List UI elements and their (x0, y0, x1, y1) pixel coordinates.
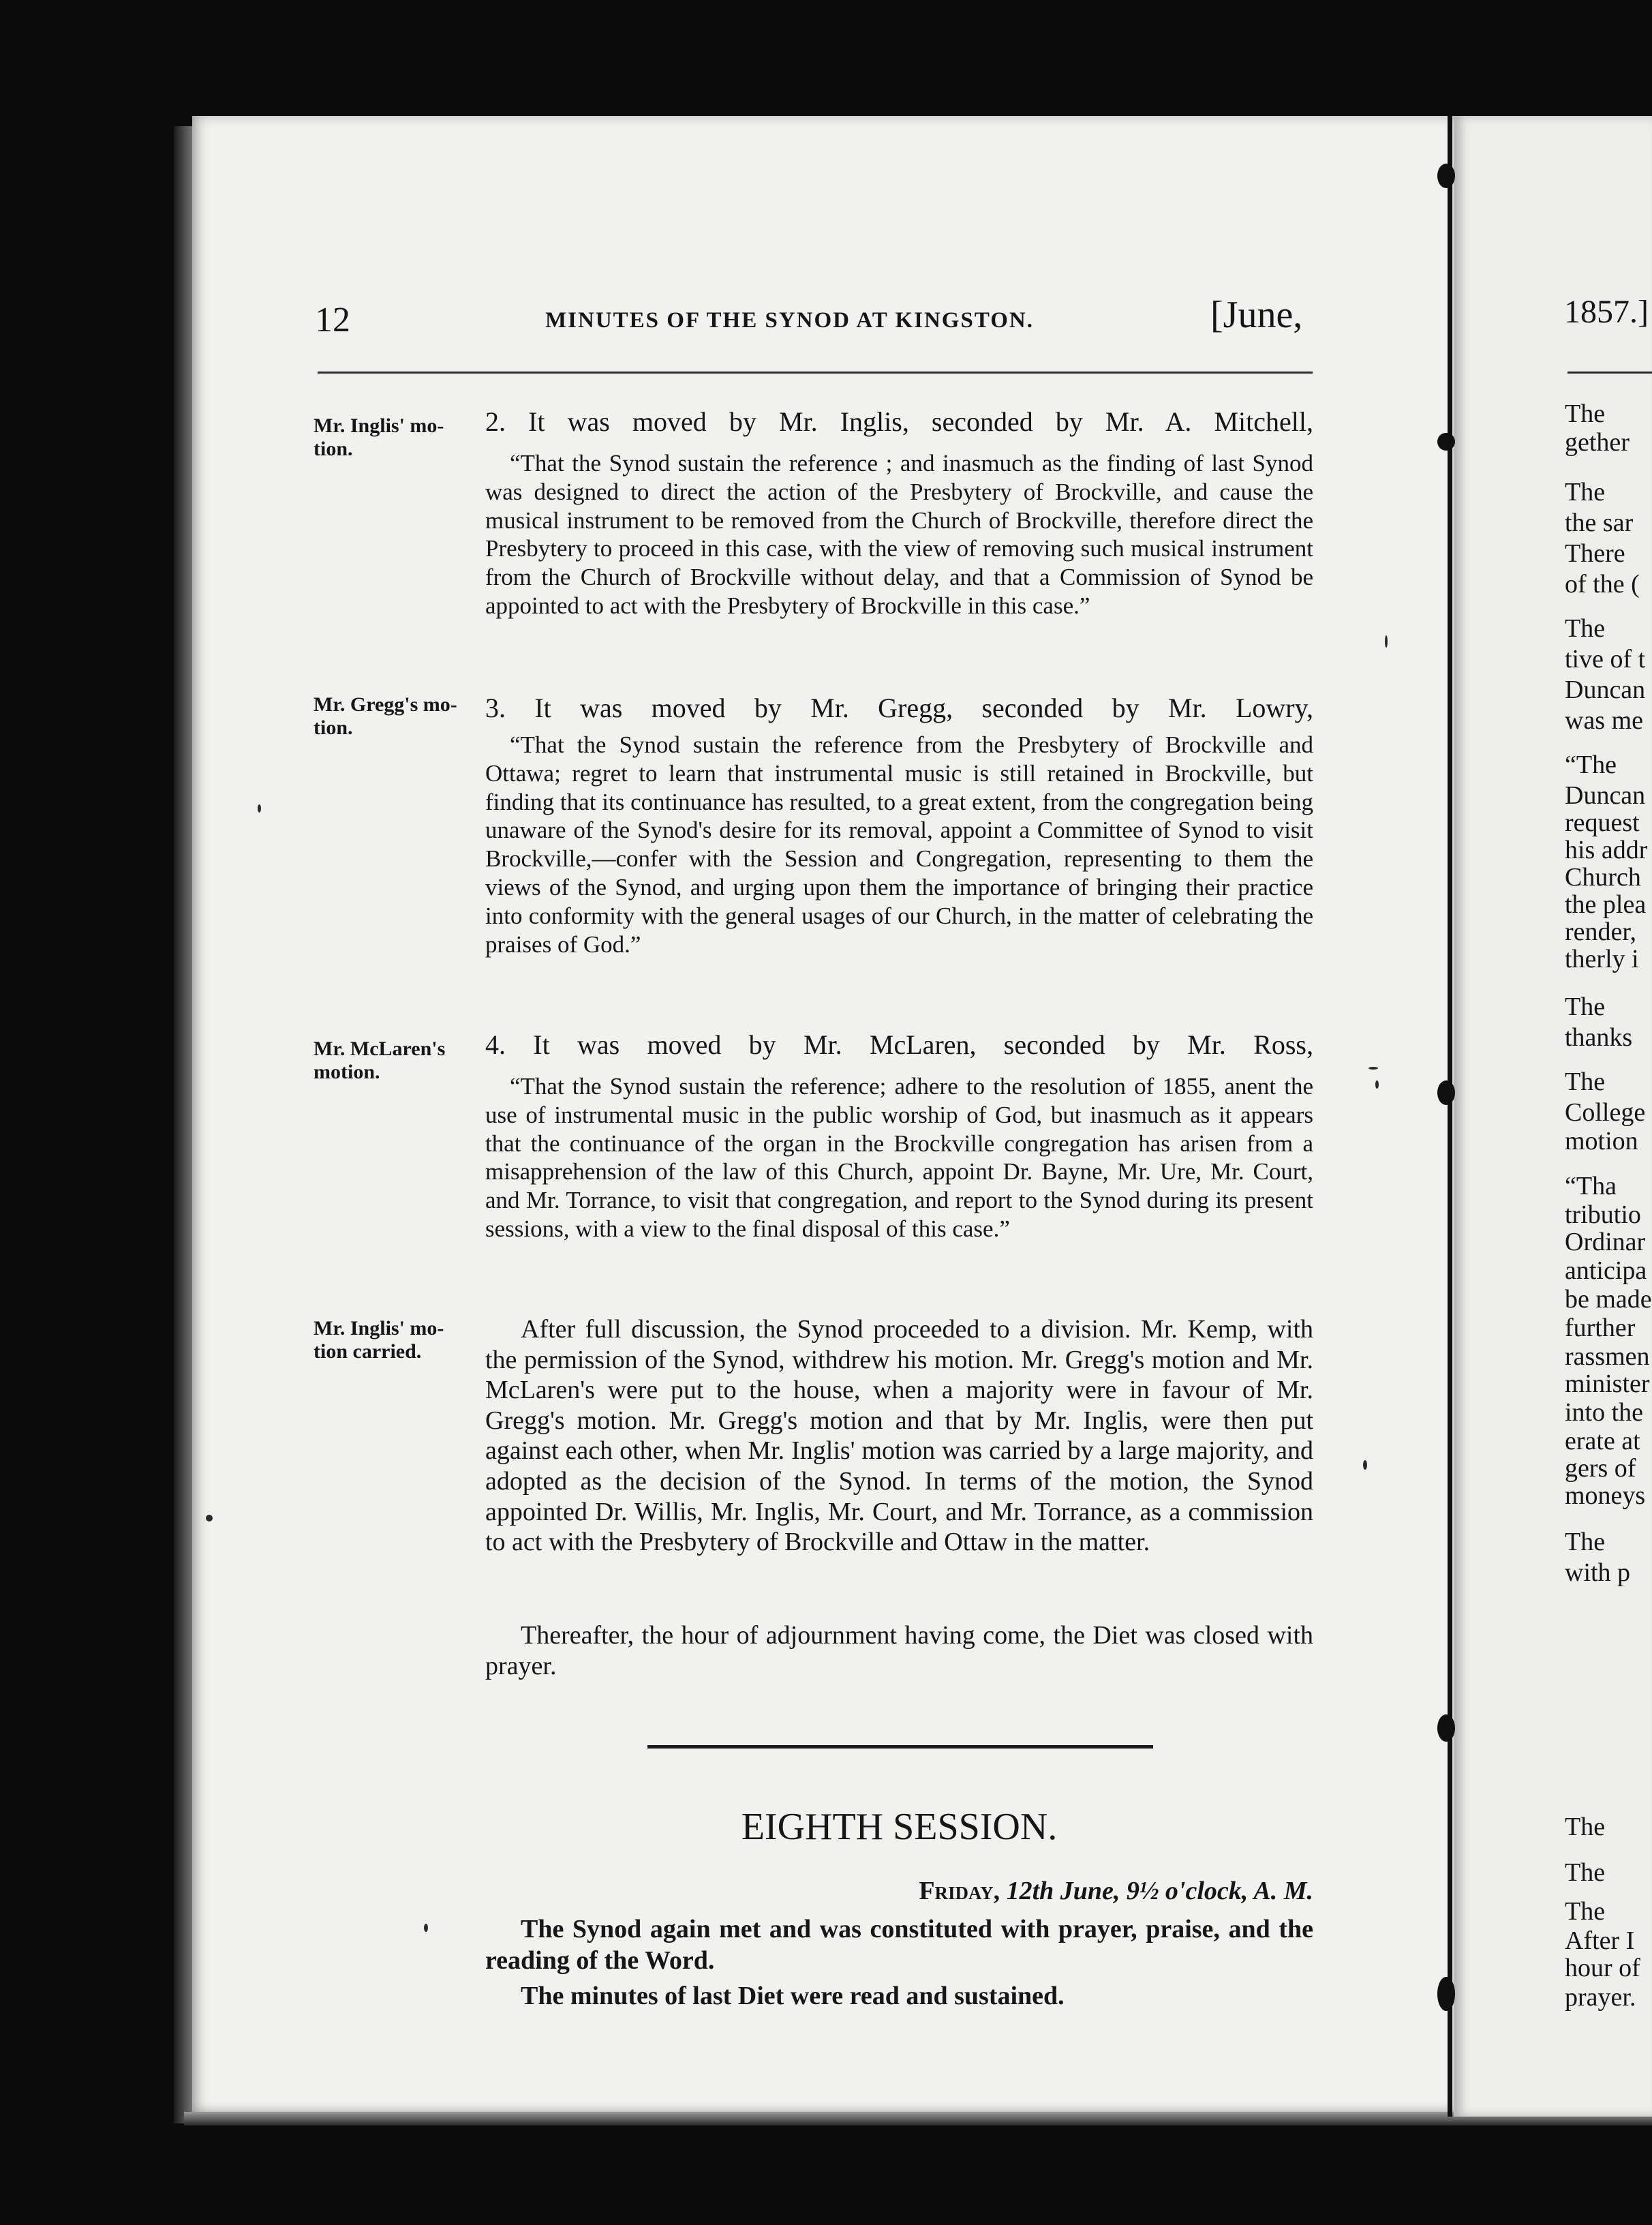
next-page-line: into the (1565, 1398, 1644, 1427)
page-bottom-edge (184, 2112, 1652, 2125)
scan-speck (258, 804, 261, 813)
motion-3-heading: 3. It was moved by Mr. Gregg, seconded by Mr. Lowry, (485, 693, 1313, 723)
sidenote-mclaren-motion (313, 1038, 491, 1084)
session-paragraph-2: The minutes of last Diet were read and sustained. (521, 1982, 1065, 2010)
next-page-line: Ordinar (1565, 1228, 1646, 1256)
next-page-line: Duncan (1565, 676, 1646, 704)
next-page-line: thanks (1565, 1023, 1633, 1052)
running-head-month: [June, (1210, 294, 1303, 336)
next-page-line: minister (1565, 1369, 1650, 1398)
next-page-line: The (1565, 399, 1606, 428)
next-page-year: 1857.] (1564, 294, 1649, 330)
gutter-mark (1437, 164, 1455, 188)
next-page-line: was me (1565, 706, 1644, 735)
gutter-mark (1437, 433, 1455, 451)
decision-paragraph: After full discussion, the Synod proceeded to a division. Mr. Kemp, with the permission of the Synod, withdrew his motion. Mr. Gregg's motion and Mr. McLaren's were put to the house, when a majority were in favour of Mr. Gregg's motion. Mr. Gregg's motion and that by Mr. Inglis, were then put against each other, when Mr. Inglis' motion was carried by a large majority, and adopted as the decision of the Synod. In terms of the motion, the Synod appointed Dr. Willis, Mr. Inglis, Mr. Court, and Mr. Torrance, as a commission to act with the Presbytery of Brockville and Ottaw in the matter. (485, 1315, 1313, 1557)
next-page-line: tive of t (1565, 645, 1646, 673)
scan-speck (1368, 1067, 1378, 1070)
next-page-line: Duncan (1565, 781, 1646, 810)
next-page-line: The (1565, 478, 1606, 506)
sidenote-line: Mr. Inglis' mo- (313, 1317, 444, 1339)
next-page-line: College (1565, 1098, 1646, 1127)
motion-2-text: “That the Synod sustain the reference ; and inasmuch as the finding of last Synod was designed to direct the action of the Presbytery of Brockville, and cause the musical instrument to be removed from the Church of Brockville, therefore direct the Presbytery to proceed in this case, with the view of removing such musical instrument from the Church of Brockville without delay, and that a Commission of Synod be appointed to act with the Presbytery of Brockville in this case.” (485, 450, 1313, 619)
scan-speck (1375, 1080, 1379, 1089)
sidenote-line: tion carried. (313, 1340, 422, 1363)
session-date (485, 1876, 1313, 1906)
next-page-line: “The (1565, 751, 1617, 779)
next-page-line: gers of (1565, 1454, 1636, 1483)
next-page-line: render, (1565, 918, 1637, 946)
sidenote-line: tion. (313, 716, 353, 739)
next-page-line: The (1565, 1813, 1606, 1841)
next-page-line: with p (1565, 1558, 1631, 1587)
next-page-line: erate at (1565, 1427, 1640, 1455)
next-page-line: request (1565, 808, 1640, 837)
next-page-line: the sar (1565, 509, 1634, 537)
next-page-line: Church (1565, 863, 1641, 892)
next-page-line: motion (1565, 1127, 1638, 1155)
session-date-text: 12th June, 9½ o'clock, A. M. (1006, 1877, 1313, 1905)
next-page-line: of the ( (1565, 570, 1640, 599)
next-page-line: hour of (1565, 1954, 1640, 1982)
gutter-mark (1437, 1714, 1455, 1742)
next-page-line: After I (1565, 1926, 1635, 1955)
header-rule (318, 372, 1313, 374)
sidenote-line: Mr. Gregg's mo- (313, 693, 457, 716)
next-page-line: tributio (1565, 1200, 1641, 1229)
next-page-line: the plea (1565, 890, 1647, 919)
sidenote-gregg-motion (313, 693, 491, 740)
scan-speck (206, 1515, 213, 1522)
next-page-line: prayer. (1565, 1983, 1636, 2012)
sidenote-line: tion. (313, 438, 353, 460)
scan-speck (1363, 1460, 1367, 1470)
next-page-line: The (1565, 1068, 1606, 1096)
next-page-line: anticipa (1565, 1256, 1647, 1285)
next-page-line: The (1565, 1528, 1606, 1556)
next-page-line: his addr (1565, 836, 1648, 864)
scan-speck (424, 1924, 428, 1932)
next-page-line: The (1565, 993, 1606, 1021)
running-title: MINUTES OF THE SYNOD AT KINGSTON. (545, 308, 1034, 333)
scan-speck (1385, 635, 1388, 648)
next-page-line: rassmen (1565, 1342, 1650, 1371)
next-page-rule (1567, 372, 1652, 374)
gutter-fold (1448, 116, 1452, 2117)
sidenote-line: Mr. McLaren's (313, 1038, 446, 1060)
next-page-line: “Tha (1565, 1172, 1617, 1200)
next-page-line: The (1565, 1897, 1606, 1926)
page-number: 12 (315, 301, 350, 339)
gutter-mark (1437, 1080, 1455, 1105)
session-paragraph-1: The Synod again met and was constituted with prayer, praise, and the reading of the Word. (485, 1915, 1313, 1975)
session-day: Friday, (919, 1877, 1000, 1905)
next-page-line: moneys (1565, 1481, 1646, 1510)
next-page-line: therly i (1565, 945, 1639, 973)
next-page-line: further (1565, 1314, 1636, 1342)
next-page-line: The (1565, 1858, 1606, 1887)
session-title: EIGHTH SESSION. (741, 1806, 1058, 1848)
sidenote-inglis-carried (313, 1317, 491, 1363)
next-page-line: gether (1565, 428, 1630, 457)
motion-3-text: “That the Synod sustain the reference from the Presbytery of Brockville and Ottawa; regret to learn that instrumental music is still retained in Brockville, but finding that its continuance has resulted, to a great extent, from the congregation being unaware of the Synod's desire for its removal, appoint a Committee of Synod to visit Brockville,—confer with the Session and Congregation, representing to them the views of the Synod, and urging upon them the importance of bringing their practice into conformity with the general usages of our Church, in the matter of celebrating the praises of God.” (485, 731, 1313, 958)
motion-4-heading: 4. It was moved by Mr. McLaren, seconded by Mr. Ross, (485, 1029, 1313, 1060)
section-divider (647, 1745, 1153, 1749)
sidenote-inglis-motion (313, 414, 491, 461)
motion-2-heading: 2. It was moved by Mr. Inglis, seconded by Mr. A. Mitchell, (485, 406, 1313, 437)
sidenote-line: motion. (313, 1061, 380, 1083)
motion-4-text: “That the Synod sustain the reference; adhere to the resolution of 1855, anent the use of instrumental music in the public worship of God, but inasmuch as it appears that the continuance of the organ in the Brockville congregation has arisen from a misapprehension of the law of this Church, appoint Dr. Bayne, Mr. Ure, Mr. Court, and Mr. Torrance, to visit that congregation, and report to the Synod during its present sessions, with a view to the final disposal of this case.” (485, 1073, 1313, 1242)
sidenote-line: Mr. Inglis' mo- (313, 414, 444, 437)
next-page-line: There (1565, 539, 1625, 568)
gutter-mark (1437, 1977, 1455, 2011)
next-page-line: The (1565, 614, 1606, 643)
adjournment-paragraph: Thereafter, the hour of adjournment having come, the Diet was closed with prayer. (485, 1621, 1313, 1680)
next-page-line: be made (1565, 1285, 1652, 1314)
